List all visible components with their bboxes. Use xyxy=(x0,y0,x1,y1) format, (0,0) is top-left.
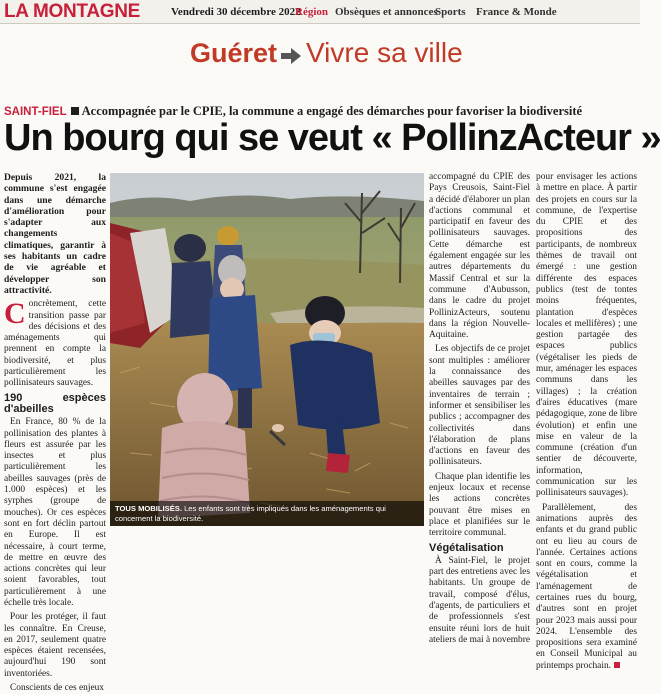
article-place: SAINT-FIEL xyxy=(4,106,67,118)
article-column-2 xyxy=(429,172,530,645)
column-1-paragraph: Concrètement, cette transition passe par des décisions et des aménagements qui prennent en compte la biodiversité, et plus particulièrement les pollinisateurs sauvages. xyxy=(4,297,106,389)
caption-lead: TOUS MOBILISÉS. xyxy=(115,504,182,513)
end-of-article-icon xyxy=(614,662,620,668)
section-city: Guéret xyxy=(190,38,278,68)
nav-region: Région xyxy=(295,6,328,18)
column-1-paragraph: Conscients de ces enjeux xyxy=(10,683,104,694)
masthead xyxy=(0,0,640,24)
section-banner xyxy=(0,36,640,76)
article-column-1 xyxy=(4,172,106,694)
subhead-bees: 190 espèces d'abeilles xyxy=(4,391,106,415)
drop-cap: C xyxy=(4,297,26,331)
article-column-3 xyxy=(536,172,638,671)
photo-children-planting xyxy=(110,173,424,526)
newspaper-logo: LA MONTAGNE xyxy=(4,1,141,22)
column-1-paragraph: Pour les protéger, il faut les connaître. En Creuse, en 2017, seulement quatre espèces étaient recensées, aujourd'hui 190 sont inventoriées. xyxy=(4,612,106,679)
arrow-right-icon xyxy=(281,48,301,64)
column-3-paragraph: pour envisager les actions à mettre en place. À partir des projets en cours sur la commune, de l'expertise du CPIE et des propositions des participants, de nombreux thèmes de travail ont émergé : une gestion différente des espaces publics (test de tontes moins fréquentes, plantation d'espèces locales et mellifères) ; une gestion partagée des espaces publics (végétaliser les pieds de mur, aménager les espaces communs dans les villages) ; la création d'aires éducatives (mare pédagogique, zone de libre évolution) et enfin une mise en valeur de la commune (création d'un sentier de découverte, information, communication sur les pollinisateurs sauvages). xyxy=(536,172,638,499)
article-headline: Un bourg qui se veut « PollinzActeur » xyxy=(4,117,661,159)
section-tagline: Vivre sa ville xyxy=(306,37,463,68)
subhead-vegetalisation: Végétalisation xyxy=(429,541,504,554)
column-2-paragraph: À Saint-Fiel, le projet part des entretiens avec les habitants. Un groupe de travail, composé d'élus, d'agents, de particuliers et de professionnels s'est ensuite réuni lors de huit ateliers de mai à novembre xyxy=(429,555,530,645)
column-1-paragraph: En France, 80 % de la pollinisation des plantes à fleurs est assurée par les insectes et plus particulièrement les abeilles sauvages (près de 1.000 espèces) et les syrphes (groupe de mouches). Or ces espèces sont en fort déclin partout en Europe. Il est nécessaire, à court terme, de mettre en œuvre des actions concrètes qui leur soient favorables, tout particulièrement à une échelle très locale. xyxy=(4,417,106,608)
article-photo xyxy=(110,173,424,526)
column-2-paragraph: accompagné du CPIE des Pays Creusois, Saint-Fiel a décidé d'élaborer un plan d'actions communal et participatif en faveur des pollinisateurs sauvages. Cette démarche est également engagée sur les autres départements du Massif Central et sur la commune d'Aubusson, dans le cadre du projet PollinizActeurs, soutenu dans la région Nouvelle-Aquitaine. xyxy=(429,172,530,341)
nav-obseques: Obsèques et annonces xyxy=(335,6,438,18)
caption-text: Les enfants sont très impliqués dans les aménagements qui concernent la biodiversité. xyxy=(115,504,386,523)
column-2-paragraph: Chaque plan identifie les enjeux locaux et recense les actions concrètes pouvant être mises en place et planifiées sur le territoire communal. xyxy=(429,471,530,539)
column-2-paragraph: Les objectifs de ce projet sont multiples : améliorer la connaissance des abeilles sauvages par des inventaires de terrain ; informer et sensibiliser les publics ; accompagner des collectivités dans l'élaboration de plans d'actions en faveur des pollinisateurs. xyxy=(429,344,530,468)
square-bullet-icon xyxy=(71,107,79,115)
kicker-text: Accompagnée par le CPIE, la commune a engagé des démarches pour favoriser la biodiversité xyxy=(81,104,583,118)
photo-caption xyxy=(110,501,424,526)
nav-france-monde: France & Monde xyxy=(476,6,557,18)
column-3-paragraph: Parallèlement, des animations auprès des enfants et du grand public ont eu lieu au cours de l'année. Certaines actions sont en cours, comme la végétalisation et l'aménagement de certaines rues du bourg, d'autres sont en projet pour 2023 mais aussi pour 2024. L'ensemble des propositions sera examiné en Conseil Municipal au printemps prochain. xyxy=(536,502,637,671)
nav-sports: Sports xyxy=(435,6,466,18)
article-chapo: Depuis 2021, la commune s'est engagée dans une démarche d'amélioration pour s'adapter aux changements climatiques, garantir à ses habitants un cadre de vie agréable et développer son attractivité. xyxy=(4,172,106,296)
issue-date: Vendredi 30 décembre 2022 xyxy=(171,6,301,18)
